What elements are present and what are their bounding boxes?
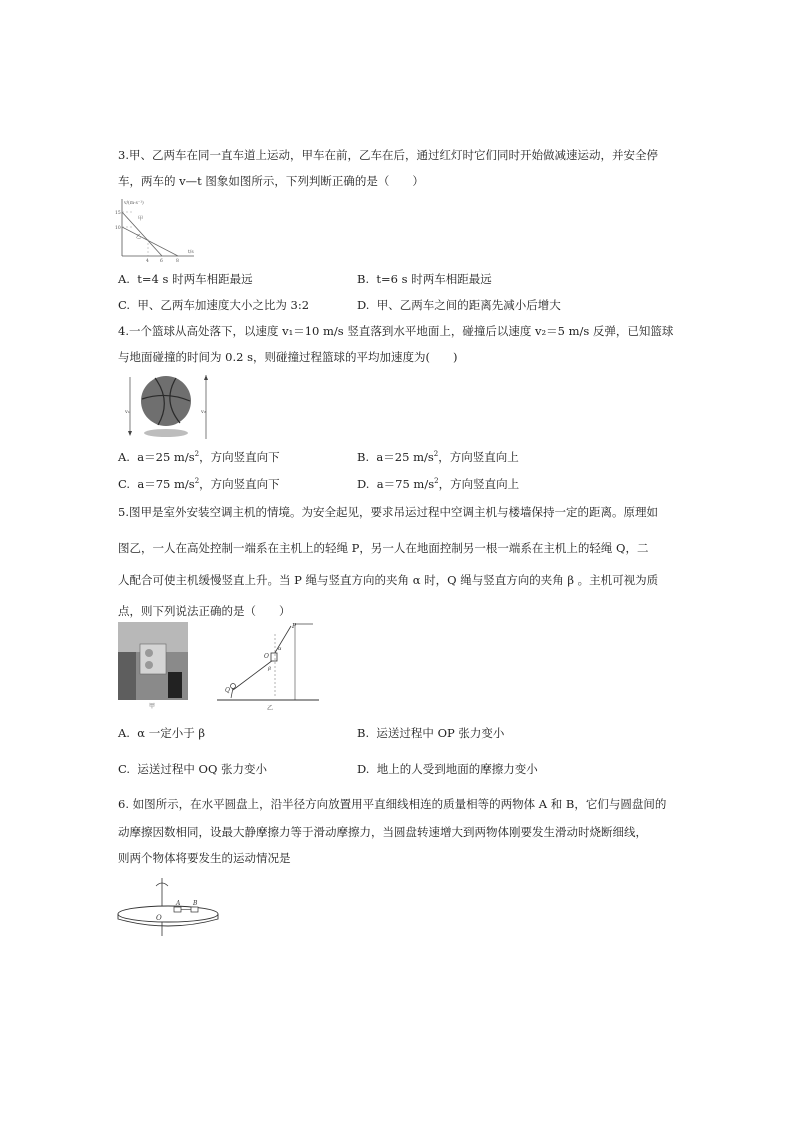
question-4-line-2: 与地面碰撞的时间为 0.2 s，则碰撞过程篮球的平均加速度为( ) (118, 350, 458, 364)
question-4-option-c[interactable]: C. a＝75 $m/s^2$，方向竖直向下 (118, 477, 280, 491)
label-a: A (176, 900, 181, 907)
building-wall (118, 652, 136, 700)
person-head (231, 684, 236, 689)
question-4-option-a[interactable]: A. a＝25 $m/s^2$，方向竖直向下 (118, 450, 280, 464)
question-6-line-1: 6. 如图所示，在水平圆盘上，沿半径方向放置用平直细线相连的质量相等的两物体 A 和 B，它们与圆盘间的 (118, 797, 667, 811)
ac-box (271, 653, 277, 661)
xtick-4: 4 (146, 259, 149, 262)
turntable-top (118, 906, 218, 922)
vt-graph (114, 196, 198, 262)
question-5-option-a[interactable]: A. α 一定小于 β (118, 726, 206, 740)
question-3-option-b[interactable]: B. t=6 s 时两车相距最远 (357, 272, 492, 286)
series-label-jia: 甲 (138, 216, 144, 222)
v1-arrowhead (128, 431, 132, 436)
question-5-option-b[interactable]: B. 运送过程中 OP 张力变小 (357, 726, 505, 740)
question-6-line-2: 动摩擦因数相同，设最大静摩擦力等于滑动摩擦力，当圆盘转速增大到两物体刚要发生滑动时烧断细线， (118, 825, 647, 839)
vt-graph-figure (114, 196, 198, 262)
label-beta: β (268, 666, 271, 672)
object-b (191, 907, 198, 912)
rope-diagram-figure (215, 620, 325, 712)
rope-diagram (215, 620, 325, 712)
v-axis-label: v/(m·s⁻¹) (124, 201, 144, 206)
v2-label: v₂ (201, 409, 206, 415)
graph-line-yi (122, 227, 178, 256)
question-5-line-2: 图乙，一人在高处控制一端系在主机上的轻绳 P，另一人在地面控制另一根一端系在主机上的轻绳 Q，二 (118, 541, 649, 555)
t-axis-label: t/s (188, 250, 194, 255)
question-6-line-3: 则两个物体将要发生的运动情况是 (118, 851, 291, 865)
turntable-figure (116, 876, 222, 938)
label-center-o: O (156, 914, 162, 922)
question-4-option-b[interactable]: B. a＝25 $m/s^2$，方向竖直向上 (357, 450, 519, 464)
basketball-figure (120, 371, 215, 443)
label-o: O (264, 653, 269, 660)
question-3-line-2: 车，两车的 v—t 图象如图所示，下列判断正确的是（ ） (118, 174, 424, 188)
ytick-10: 10 (115, 226, 121, 231)
turntable-diagram (116, 876, 222, 938)
label-alpha: α (278, 646, 282, 652)
fan-2 (145, 661, 153, 669)
question-3-option-d[interactable]: D. 甲、乙两车之间的距离先减小后增大 (357, 298, 561, 312)
question-5-option-d[interactable]: D. 地上的人受到地面的摩擦力变小 (357, 762, 538, 776)
question-5-line-4: 点，则下列说法正确的是（ ） (118, 604, 291, 618)
question-4-option-d[interactable]: D. a＝75 $m/s^2$，方向竖直向上 (357, 477, 520, 491)
question-5-line-1: 5.图甲是室外安装空调主机的情境。为安全起见，要求吊运过程中空调主机与楼墙保持一定的距离。原理如 (118, 505, 658, 519)
question-4-line-1: 4.一个篮球从高处落下，以速度 v₁＝10 m/s 竖直落到水平地面上，碰撞后以速度 v₂＝5 m/s 反弹，已知篮球 (118, 324, 674, 338)
air-conditioner-photo (118, 622, 188, 710)
label-p: P (292, 623, 297, 630)
xtick-6: 6 (160, 259, 163, 262)
rope-p (273, 626, 291, 656)
question-3-line-1: 3.甲、乙两车在同一直车道上运动，甲车在前，乙车在后，通过红灯时它们同时开始做减速运动，并安全停 (118, 148, 658, 162)
photo-jia (118, 622, 188, 710)
question-3-option-c[interactable]: C. 甲、乙两车加速度大小之比为 3:2 (118, 298, 310, 312)
photo-caption-jia: 甲 (149, 703, 156, 710)
ball-shadow (144, 429, 188, 437)
xtick-8: 8 (176, 259, 179, 262)
object-a (174, 907, 181, 912)
rope-q (233, 660, 273, 690)
window-dark (168, 672, 182, 698)
basketball (141, 376, 191, 426)
person-body (231, 688, 233, 698)
ac-unit (140, 644, 166, 674)
question-5-line-3: 人配合可使主机缓慢竖直上升。当 P 绳与竖直方向的夹角 α 时，Q 绳与竖直方向的夹角 β 。主机可视为质 (118, 573, 659, 587)
ytick-15: 15 (115, 211, 121, 216)
label-q: Q (225, 687, 230, 694)
fan-1 (145, 649, 153, 657)
basketball-diagram (120, 371, 215, 443)
question-5-option-c[interactable]: C. 运送过程中 OQ 张力变小 (118, 762, 268, 776)
label-b: B (193, 900, 198, 907)
diagram-caption-yi: 乙 (267, 705, 274, 712)
v1-label: v₁ (125, 409, 130, 415)
question-3-option-a[interactable]: A. t=4 s 时两车相距最远 (118, 272, 253, 286)
series-label-yi: 乙 (136, 234, 142, 240)
v2-arrowhead (204, 375, 208, 380)
